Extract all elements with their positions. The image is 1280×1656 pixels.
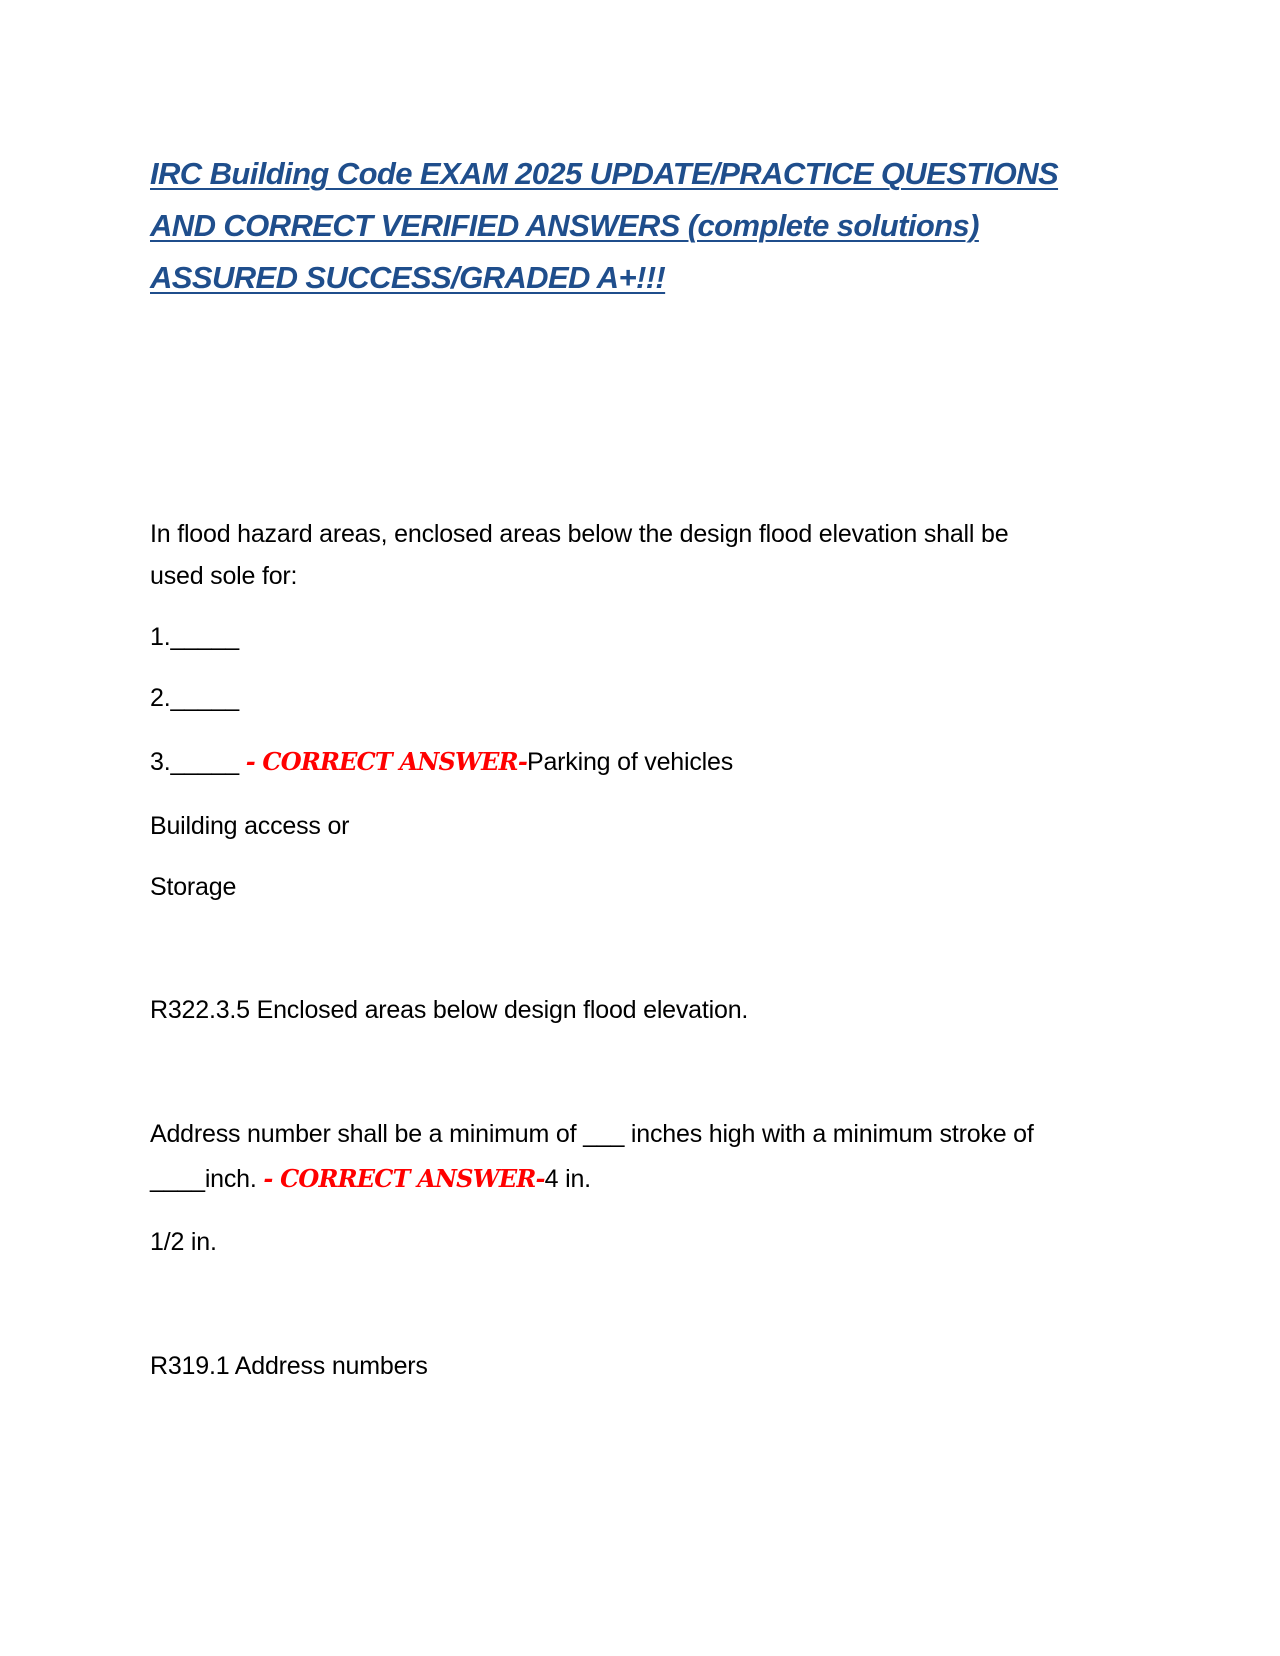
- question-2-reference: R319.1 Address numbers: [150, 1352, 428, 1380]
- question-1-answer-row: [150, 741, 733, 783]
- question-2-text-line-2: ____inch.: [150, 1165, 257, 1193]
- correct-answer-marker: - CORRECT ANSWER-: [263, 1164, 545, 1193]
- question-1-blank-1: 1._____: [150, 623, 239, 651]
- question-1-reference: R322.3.5 Enclosed areas below design flood elevation.: [150, 996, 749, 1024]
- question-2-answer-row: [150, 1158, 591, 1200]
- question-2-answer-line-2: 1/2 in.: [150, 1228, 217, 1256]
- document-title: [150, 148, 1150, 304]
- question-1-text-line-2: used sole for:: [150, 562, 298, 590]
- title-line-1: IRC Building Code EXAM 2025 UPDATE/PRACTICE QUESTIONS: [150, 156, 1059, 191]
- question-1-blank-2: 2._____: [150, 684, 239, 712]
- question-2-answer-line-1: 4 in.: [544, 1165, 591, 1193]
- title-line-2: AND CORRECT VERIFIED ANSWERS (complete solutions): [150, 208, 979, 243]
- question-1-answer-line-3: Storage: [150, 873, 237, 901]
- correct-answer-marker: - CORRECT ANSWER-: [245, 747, 527, 776]
- question-2-text-line-1: Address number shall be a minimum of ___ inches high with a minimum stroke of: [150, 1120, 1034, 1148]
- question-1-answer-line-2: Building access or: [150, 812, 350, 840]
- question-1-text-line-1: In flood hazard areas, enclosed areas below the design flood elevation shall be: [150, 520, 1009, 548]
- question-1-answer-line-1: Parking of vehicles: [527, 748, 734, 776]
- question-1-blank-3: 3._____: [150, 748, 239, 776]
- title-line-3: ASSURED SUCCESS/GRADED A+!!!: [150, 260, 666, 295]
